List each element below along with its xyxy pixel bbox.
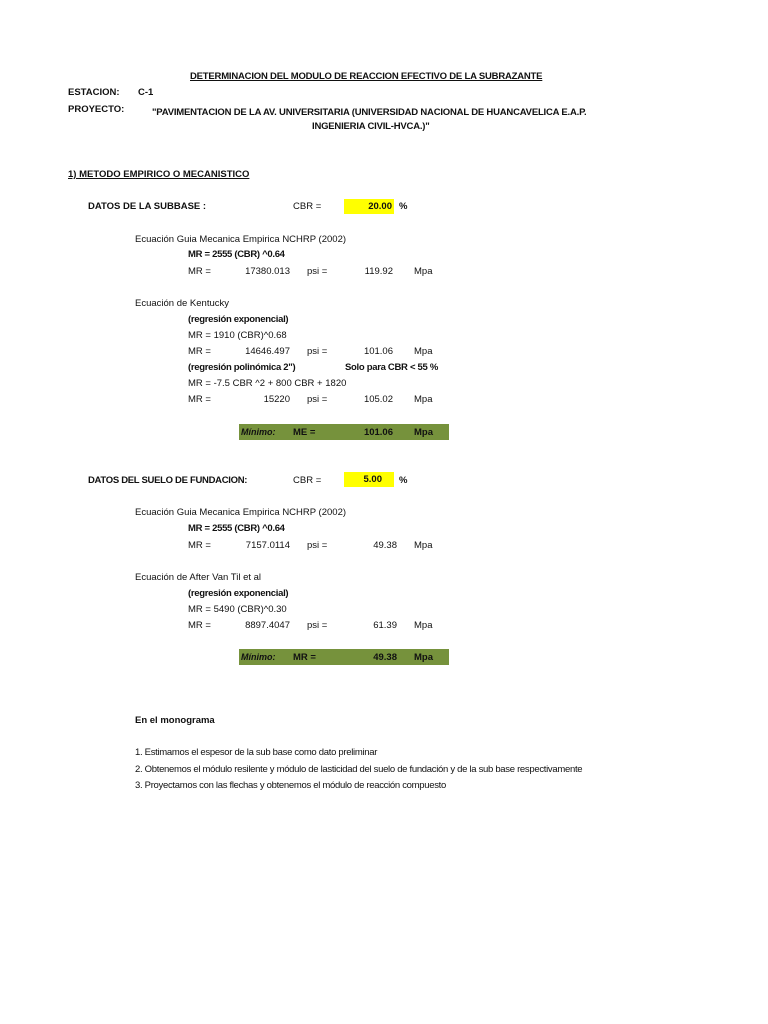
suelo-minimum-label: Mínimo: (241, 652, 276, 662)
kentucky-exp-mpa-value: 101.06 (363, 346, 393, 357)
suelo-nchrp-psi-label: psi = (307, 540, 328, 551)
subbase-nchrp-title: Ecuación Guia Mecanica Empirica NCHRP (2002) (135, 234, 347, 245)
vantil-mpa-label: Mpa (414, 620, 433, 631)
kentucky-poly-psi-value: 15220 (263, 394, 290, 405)
subbase-minimum-value: 101.06 (363, 427, 393, 438)
suelo-nchrp-mpa-label: Mpa (414, 540, 433, 551)
kentucky-exp-label: (regresión exponencial) (188, 314, 289, 325)
suelo-cbr-unit: % (399, 475, 408, 486)
suelo-nchrp-mr-label: MR = (188, 540, 211, 551)
subbase-nchrp-psi-label: psi = (307, 266, 328, 277)
kentucky-exp-psi-label: psi = (307, 346, 328, 357)
subbase-minimum-unit: Mpa (414, 427, 433, 438)
monograma-title: En el monograma (135, 715, 215, 726)
estacion-value: C-1 (138, 87, 154, 98)
method-title: 1) METODO EMPIRICO O MECANISTICO (68, 169, 250, 180)
vantil-title: Ecuación de After Van Til et al (135, 572, 262, 583)
kentucky-title: Ecuación de Kentucky (135, 298, 230, 309)
vantil-formula: MR = 5490 (CBR)^0.30 (188, 604, 287, 615)
kentucky-poly-formula: MR = -7.5 CBR ^2 + 800 CBR + 1820 (188, 378, 347, 389)
vantil-mpa-value: 61.39 (373, 620, 397, 631)
subbase-nchrp-psi-value: 17380.013 (245, 266, 290, 277)
kentucky-exp-formula: MR = 1910 (CBR)^0.68 (188, 330, 287, 341)
subbase-cbr-unit: % (399, 201, 408, 212)
vantil-psi-label: psi = (307, 620, 328, 631)
kentucky-exp-psi-value: 14646.497 (245, 346, 290, 357)
suelo-minimum-value: 49.38 (373, 652, 397, 663)
subbase-cbr-value: 20.00 (344, 199, 394, 214)
subbase-nchrp-formula: MR = 2555 (CBR) ^0.64 (188, 249, 285, 260)
subbase-label: DATOS DE LA SUBBASE : (88, 201, 207, 212)
suelo-minimum-var: MR = (293, 652, 316, 663)
subbase-minimum-var: ME = (293, 427, 316, 438)
kentucky-exp-mpa-label: Mpa (414, 346, 433, 357)
vantil-psi-value: 8897.4047 (245, 620, 290, 631)
suelo-nchrp-formula: MR = 2555 (CBR) ^0.64 (188, 523, 285, 534)
vantil-mr-label: MR = (188, 620, 211, 631)
suelo-nchrp-title: Ecuación Guia Mecanica Empirica NCHRP (2002) (135, 507, 347, 518)
proyecto-line-2: INGENIERIA CIVIL-HVCA.)" (312, 121, 430, 132)
vantil-exp-label: (regresión exponencial) (188, 588, 289, 599)
subbase-minimum-label: Mínimo: (241, 427, 276, 437)
kentucky-poly-note: Solo para CBR < 55 % (345, 362, 438, 373)
kentucky-exp-mr-label: MR = (188, 346, 211, 357)
kentucky-poly-label: (regresión polinómica 2") (188, 362, 296, 373)
kentucky-poly-mr-label: MR = (188, 394, 211, 405)
monograma-step-3: 3. Proyectamos con las flechas y obtenemos el módulo de reacción compuesto (135, 780, 447, 791)
suelo-nchrp-mpa-value: 49.38 (373, 540, 397, 551)
subbase-cbr-label: CBR = (293, 201, 322, 212)
monograma-step-1: 1. Estimamos el espesor de la sub base como dato preliminar (135, 747, 378, 758)
subbase-nchrp-mr-label: MR = (188, 266, 211, 277)
kentucky-poly-mpa-value: 105.02 (363, 394, 393, 405)
monograma-step-2: 2. Obtenemos el módulo resilente y módulo de lasticidad del suelo de fundación y de la sub base respectivamente (135, 764, 583, 775)
proyecto-line-1: "PAVIMENTACION DE LA AV. UNIVERSITARIA (UNIVERSIDAD NACIONAL DE HUANCAVELICA E.A.P. (152, 107, 587, 118)
kentucky-poly-psi-label: psi = (307, 394, 328, 405)
suelo-minimum-unit: Mpa (414, 652, 433, 663)
page-title: DETERMINACION DEL MODULO DE REACCION EFECTIVO DE LA SUBRAZANTE (190, 71, 543, 82)
suelo-cbr-label: CBR = (293, 475, 322, 486)
subbase-nchrp-mpa-value: 119.92 (364, 266, 393, 277)
suelo-label: DATOS DEL SUELO DE FUNDACION: (88, 475, 248, 486)
subbase-nchrp-mpa-label: Mpa (414, 266, 433, 277)
proyecto-label: PROYECTO: (68, 104, 125, 115)
suelo-cbr-value: 5.00 (344, 472, 394, 487)
kentucky-poly-mpa-label: Mpa (414, 394, 433, 405)
estacion-label: ESTACION: (68, 87, 120, 98)
suelo-nchrp-psi-value: 7157.0114 (245, 540, 290, 551)
